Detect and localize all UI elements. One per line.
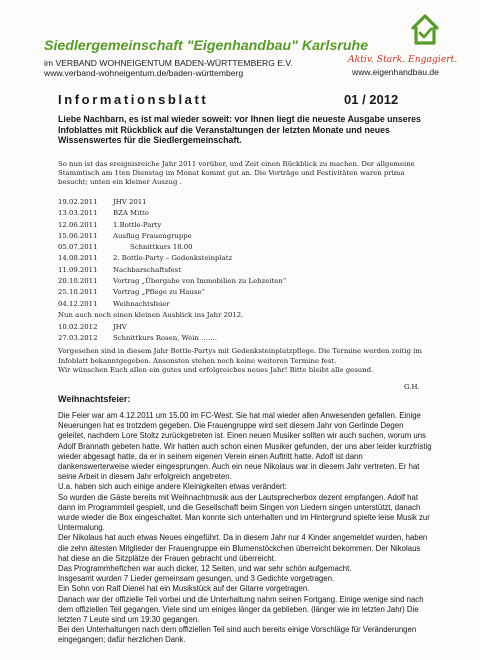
event-text: Ausflug Frauengruppe: [113, 231, 192, 240]
organization-title: Siedlergemeinschaft "Eigenhandbau" Karlsruhe: [44, 38, 369, 54]
event-text: 1.Bottle-Party: [113, 220, 162, 229]
slogan: Aktiv. Stark. Engagiert.: [348, 54, 458, 65]
list-item: [58, 231, 388, 242]
review-paragraph: So nun ist das ereignisreiche Jahr 2011 vorüber, und Zeit einen Rückblick zu machen. Der allgemeine Stammtisch am 1ten Dienstag im Monat kommt gut an. Die Vorträge und Festivitäten waren prima besucht; unten ein kleiner Auszug .: [58, 160, 415, 186]
list-item: [58, 253, 388, 264]
paragraph: Bei den Unterhaltungen nach dem offiziellen Teil sind auch bereits einige Vorschläge für Veränderungen eingegangen; dafür herzlichen Dank.: [58, 625, 417, 645]
list-item: [58, 276, 388, 287]
paragraph: Insgesamt wurden 7 Lieder gemeinsam gesungen, und 3 Gedichte vorgetragen.: [58, 574, 335, 584]
issue-number: 01 / 2012: [344, 92, 399, 107]
event-date: 10.02.2012: [58, 323, 98, 331]
event-date: 20.10.2011: [58, 277, 98, 286]
event-text: JHV: [113, 323, 127, 331]
event-text: Weihnachtsfeier: [113, 299, 170, 308]
list-item: [58, 208, 388, 219]
event-date: 13.03.2011: [58, 209, 98, 218]
event-text: Schnittkurs Rosen, Wein …….: [113, 334, 218, 343]
paragraph: Ein Sohn von Ralf Dienel hat ein Musikstück auf der Gitarre vorgetragen.: [58, 584, 310, 594]
event-text: Schnittkurs 18.00: [130, 243, 193, 252]
outlook-wish: Wir wünschen Euch allen ein gutes und erfolgreiches neues Jahr! Bitte bleibt alle gesund.: [58, 366, 374, 375]
intro-text: , es ist mal wieder soweit: vor Ihnen liegt die neueste Ausgabe unseres Infoblattes mit Rückblick auf die Veranstaltungen der letzten Monate und neues Wissenswertes für die Siedlergemeinschaft.: [58, 114, 421, 146]
outlook-text: Vorgesehen sind in diesem Jahr Bottle-Partys mit Gedenksteinplatzpflege. Die Termine werden zeitig im Infoblatt bekanntgegeben. Ansonsten stehen noch keine weiteren Termine fest.: [58, 347, 422, 365]
outlook-paragraph: [58, 347, 432, 376]
signature: G.H.: [404, 383, 420, 391]
association-url: www.verband-wohneigentum.de/baden-württemberg: [44, 68, 244, 78]
intro-paragraph: [58, 114, 428, 146]
paragraph: Der Nikolaus hat auch etwas Neues eingeführt. Da in diesem Jahr nur 4 Kinder angemeldet wurden, haben die zehn ältesten Mitglieder der Frauengruppe ein Blumenstöckchen überreicht bekommen. Der Nikolaus hat diese an die Sitzplätze der Frauen gebracht und überreicht.: [58, 533, 428, 563]
event-date: 14.08.2011: [58, 254, 98, 263]
event-date: 11.09.2011: [58, 265, 98, 274]
paragraph: Das Programmheftchen war auch dicker, 12 Seiten, und war sehr schön aufgemacht.: [58, 564, 352, 574]
list-item: [58, 220, 388, 231]
event-date: 12.06.2011: [58, 220, 98, 229]
page-title: Informationsblatt: [58, 92, 209, 107]
event-date: 19.02.2011: [58, 198, 98, 206]
event-date: 04.12.2011: [58, 299, 98, 308]
event-date: 15.06.2011: [58, 231, 98, 240]
paragraph: So wurden die Gäste bereits mit Weihnachtmusik aus der Lautsprecherbox dezent empfangen. Adolf hat dann im Programmteil gespielt, und die Gesellschaft beim Singen von Liedern singen unterstützt, danach wurde wieder die Box eingeschaltet. Man konnte sich unterhalten und im Hintergrund spielte leise Musik zur Untermalung.: [58, 492, 430, 533]
event-date: 27.03.2012: [58, 334, 98, 343]
event-text: Vortrag „Übergabe von Immobilien zu Lebzeiten“: [113, 277, 287, 286]
paragraph: Die Feier war am 4.12.2011 um 15.00 im FC-West. Sie hat mal wieder allen Anwesenden gefallen. Einige Neuerungen hat es trotzdem gegeben. Die Frauengruppe wird seit diesem Jahr von Gerlinde Degen geleitet, nachdem Lore Stoltz zurückgetreten ist. Einen neuen Musiker sollten wir auch suchen, worum uns Adolf Brannath gebeten hatte. Wir hatten auch schon einen Musiker gefunden, der uns aber leider kurzfristig wieder abgesagt hatte, da er in seinem eigenen Verein einen Auftritt hatte. Adolf ist dann dankenswerterweise wieder eingesprungen. Auch ein neue Nikolaus war in diesem Jahr vertreten. Er hat seine Arbeit in diesem Jahr erfolgreich angetreten.: [58, 411, 432, 482]
event-text: BZA Mitte: [113, 209, 149, 218]
event-text: Vortrag „Pflege zu Hause“: [113, 288, 206, 297]
list-item: [58, 265, 388, 276]
christmas-section: [58, 411, 432, 646]
association-line: im VERBAND WOHNEIGENTUM BADEN-WÜRTTEMBERG E.V.: [44, 58, 293, 68]
list-item: [58, 197, 388, 208]
intro-lead: Liebe Nachbarn: [58, 114, 124, 124]
list-item: [58, 242, 388, 253]
house-check-icon: [410, 12, 440, 46]
event-text: 2. Bottle-Party – Gedenksteinplatz: [113, 254, 233, 263]
list-item: [58, 287, 388, 298]
list-item: [58, 322, 388, 333]
paragraph: Danach war der offizielle Teil vorbei und die Unterhaltung nahm seinen Fortgang. Einige wenige sind nach dem offiziellen Teil gegangen. Viele sind um einiges länger da geblieben. (länger wie im letzten Jahr) Die letzten 7 Leute sind um 19:30 gegangen.: [58, 594, 424, 625]
section-heading: Weihnachtsfeier:: [58, 394, 131, 404]
list-item: [58, 299, 388, 310]
event-date: 05.07.2011: [58, 243, 98, 252]
list-item: [58, 333, 388, 344]
paragraph: U.a. haben sich auch einige andere Kleinigkeiten etwas verändert:: [58, 482, 287, 492]
event-text: Nachbarschaftsfest: [113, 265, 181, 274]
website-link: www.eigenhandbau.de: [352, 67, 439, 77]
event-list-2012: [58, 322, 388, 345]
outlook-intro: Nun auch noch einen kleinen Ausblick ins Jahr 2012.: [58, 311, 244, 319]
event-text: JHV 2011: [113, 198, 147, 206]
event-list-2011: [58, 197, 388, 310]
event-date: 25.10.2011: [58, 288, 98, 297]
